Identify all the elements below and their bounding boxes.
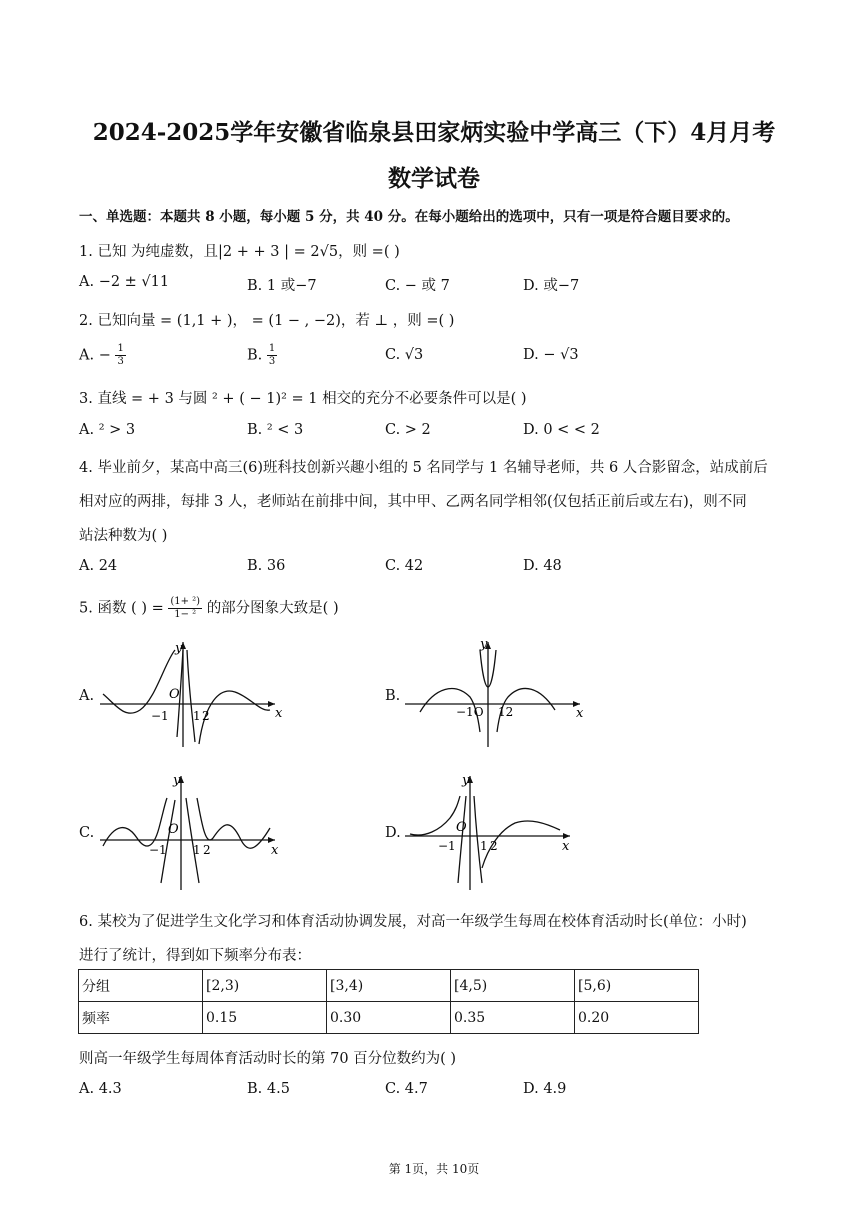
curve-left [103, 798, 167, 846]
y-label: y [480, 637, 488, 652]
tick-1: 1 [193, 843, 201, 857]
q5-graph-b [400, 632, 590, 750]
curve-right [199, 691, 270, 744]
table-cell: 0.15 [203, 1002, 327, 1034]
q4-option-d: D. 48 [523, 558, 562, 574]
question-4-line-1: 4. 毕业前夕，某高中高三(6)班科技创新兴趣小组的 5 名同学与 1 名辅导老师，共 6 人合影留念，站成前后 [79, 460, 768, 476]
q6-option-a: A. 4.3 [79, 1081, 122, 1097]
fraction-numerator: (1+ ²) [170, 596, 201, 607]
tick-2: 2 [202, 709, 210, 723]
table-cell: 分组 [79, 970, 203, 1002]
table-cell: 频率 [79, 1002, 203, 1034]
tick-neg1: −1 [438, 839, 456, 853]
table-row [79, 1002, 699, 1034]
x-axis-arrow [268, 701, 275, 707]
q3-option-a: A. ² > 3 [79, 422, 136, 438]
question-6-line-2: 进行了统计，得到如下频率分布表： [79, 948, 311, 964]
q4-option-a: A. 24 [79, 558, 118, 574]
q2-option-d: D. − √3 [523, 347, 579, 363]
question-4-line-3: 站法种数为( ) [79, 528, 168, 544]
q1-option-a: A. −2 ± √11 [79, 274, 170, 290]
question-1-stem: 1. 已知 为纯虚数，且|2 + + 3 | = 2√5，则 =( ) [79, 244, 400, 260]
table-cell: [3,4) [327, 970, 451, 1002]
origin-label: O [168, 822, 179, 837]
tick-neg1-origin: −1O [456, 705, 484, 719]
q4-option-b: B. 36 [247, 558, 286, 574]
q6-option-c: C. 4.7 [385, 1081, 428, 1097]
x-label: x [271, 843, 279, 858]
curve-left [410, 796, 460, 835]
q1-option-d: D. 或−7 [523, 278, 580, 294]
question-4-line-2: 相对应的两排，每排 3 人，老师站在前排中间，其中甲、乙两名同学相邻(仅包括正前后或左右)，则不同 [79, 494, 747, 510]
fraction-denominator: 1− ² [174, 609, 197, 620]
q2-option-c: C. √3 [385, 347, 424, 363]
curve-mid-right [187, 650, 195, 742]
q5-stem-suffix: 的部分图象大致是( ) [206, 600, 339, 617]
q3-option-c: C. > 2 [385, 422, 431, 438]
x-label: x [275, 706, 283, 721]
question-2-stem: 2. 已知向量 = (1,1 + )， = (1 − , −2)，若 ⊥ ，则 =( ) [79, 313, 455, 329]
origin-label: O [456, 820, 467, 835]
q4-option-c: C. 42 [385, 558, 424, 574]
curve-right [197, 798, 270, 848]
y-label: y [462, 773, 470, 788]
y-label: y [173, 773, 181, 788]
q5-option-d-label: D. [385, 825, 401, 841]
q3-option-b: B. ² < 3 [247, 422, 304, 438]
question-3-stem: 3. 直线 = + 3 与圆 ² + ( − 1)² = 1 相交的充分不必要条件可以是( ) [79, 391, 527, 407]
q2-option-a-label: A. − [79, 347, 111, 364]
q3-option-d: D. 0 < < 2 [523, 422, 600, 438]
fraction-denominator: 3 [117, 356, 124, 367]
q5-graph-d [400, 768, 580, 893]
table-cell: [4,5) [451, 970, 575, 1002]
frequency-table [78, 969, 699, 1034]
q5-graph-c [95, 768, 285, 893]
q5-stem-prefix: 5. 函数 ( ) = [79, 600, 164, 617]
q6-option-b: B. 4.5 [247, 1081, 290, 1097]
q2-option-a [79, 343, 126, 368]
question-6-line-1: 6. 某校为了促进学生文化学习和体育活动协调发展，对高一年级学生每周在校体育活动时长(单位：小时) [79, 914, 747, 930]
table-cell: 0.20 [575, 1002, 699, 1034]
tick-1: 1 [193, 709, 201, 723]
tick-neg1: −1 [151, 709, 169, 723]
table-cell: 0.30 [327, 1002, 451, 1034]
y-label: y [175, 641, 183, 656]
q5-graph-a [95, 632, 285, 750]
fraction-numerator: 1 [117, 343, 124, 354]
origin-label: O [169, 687, 180, 702]
table-cell: [5,6) [575, 970, 699, 1002]
q2-option-a-fraction [115, 343, 125, 368]
question-6-line-3: 则高一年级学生每周体育活动时长的第 70 百分位数约为( ) [79, 1051, 457, 1067]
q5-function-fraction [168, 596, 202, 621]
q2-option-b-label: B. [247, 347, 263, 364]
table-cell: 0.35 [451, 1002, 575, 1034]
q6-option-d: D. 4.9 [523, 1081, 567, 1097]
tick-1-2: 12 [498, 705, 514, 719]
q1-option-c: C. − 或 7 [385, 278, 450, 294]
question-5-stem [79, 596, 339, 621]
x-label: x [576, 706, 584, 721]
section-heading: 一、单选题：本题共 8 小题，每小题 5 分，共 40 分。在每小题给出的选项中，只有一项是符合题目要求的。 [79, 209, 739, 225]
fraction-denominator: 3 [268, 356, 276, 367]
q2-option-b [247, 343, 277, 368]
fraction-numerator: 1 [268, 343, 276, 354]
tick-1: 1 [480, 839, 488, 853]
tick-2: 2 [490, 839, 498, 853]
tick-neg1: −1 [149, 843, 167, 857]
page-footer: 第 1页，共 10页 [388, 1162, 480, 1176]
q5-option-a-label: A. [79, 688, 95, 704]
table-header-row [79, 970, 699, 1002]
document-title: 2024-2025学年安徽省临泉县田家炳实验中学高三（下）4月月考 [92, 119, 776, 146]
table-cell: [2,3) [203, 970, 327, 1002]
tick-2: 2 [203, 843, 211, 857]
q1-option-b: B. 1 或−7 [247, 278, 317, 294]
q5-option-b-label: B. [385, 688, 401, 704]
document-subtitle: 数学试卷 [388, 165, 480, 192]
x-label: x [562, 839, 570, 854]
q5-option-c-label: C. [79, 825, 95, 841]
q2-option-b-fraction [267, 343, 277, 368]
curve-mid-left [458, 796, 466, 883]
